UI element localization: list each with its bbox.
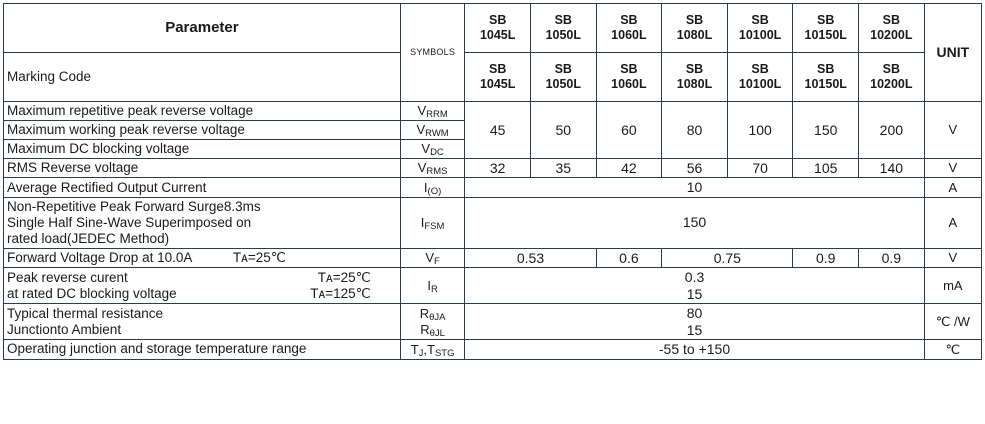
symbol-main: I [423,179,428,195]
value-vrms-sb10150l: 105 [793,158,859,178]
param-ir [4,268,401,304]
header-part-sb1060l [596,4,662,53]
symbol-main: I [420,215,425,231]
table-row-operating-temperature [4,340,982,360]
part-line1: SB [751,13,769,28]
part-line1: SB [685,62,704,77]
table-row-thermal-resistance [4,304,982,340]
symbol-sub: θJL [429,327,445,339]
marking-part-sb10150l [793,53,859,102]
param-ifsm [4,197,401,248]
symbol-vrwm [400,120,465,139]
unit-vrwm: V [924,102,981,159]
part-line2: 1060L [611,77,647,91]
symbol-tj [400,340,465,360]
symbol-sub: DC [430,147,444,159]
part-line1: SB [685,13,704,28]
table-header-row-marking-code [4,53,982,102]
part-line1: SB [751,62,769,77]
value-vrwm-sb1060l: 60 [596,102,662,159]
unit-vrms: V [924,158,981,178]
value-ir-line2: 15 [686,285,703,302]
param-ir-text2: at rated DC blocking voltage [7,285,177,301]
symbol-main: V [417,103,427,119]
value-vrms-sb1045l: 32 [465,158,531,178]
symbol-sub: RWM [425,128,449,140]
symbol-rth-line1 [419,306,446,324]
table-header-row-parameter [4,4,982,53]
marking-part-sb1080l [662,53,728,102]
marking-part-sb1045l [465,53,531,102]
table-row-forward-voltage-drop [4,248,982,268]
symbol-main: V [416,122,426,138]
symbol-main: V [421,141,431,157]
header-part-sb10150l [793,4,859,53]
header-part-sb1080l [662,4,728,53]
value-vrms-sb1060l: 42 [596,158,662,178]
value-vf-4: 0.9 [793,248,859,268]
symbol-sub2: STG [434,347,455,359]
param-vrrm: Maximum repetitive peak reverse voltage [4,102,401,121]
part-line1: SB [554,13,572,28]
param-vdc: Maximum DC blocking voltage [4,139,401,158]
header-unit: UNIT [924,4,981,102]
symbol-sub: FSM [424,221,445,233]
symbol-rth-line2 [420,322,445,337]
value-vrwm-sb10150l: 150 [793,102,859,159]
value-vf-3: 0.75 [662,248,793,268]
value-rth [465,304,924,340]
part-line2: 1050L [545,77,582,91]
header-part-sb10100l [727,4,793,53]
value-vrwm-sb10100l: 100 [727,102,793,159]
param-ir-condition2: Tᴀ=125℃ [310,285,371,301]
marking-part-sb10200l [859,53,925,102]
param-rth [4,304,401,340]
symbol-main: T [410,341,419,357]
part-line1: SB [488,13,507,28]
header-symbols [400,4,465,102]
part-line2: 1050L [545,28,582,42]
part-line2: 10150L [804,77,847,91]
value-vrwm-sb10200l: 200 [859,102,925,159]
param-io: Average Rectified Output Current [4,178,401,198]
table-row-vrrm [4,102,982,121]
header-part-sb1045l [465,4,531,53]
param-ifsm-line1: Non-Repetitive Peak Forward Surge8.3ms [7,198,261,214]
param-ir-text1: Peak reverse curent [7,269,128,285]
table-row-peak-reverse-current [4,268,982,304]
symbol-main: V [417,160,427,176]
value-vrms-sb10200l: 140 [859,158,925,178]
symbol-main: I [427,277,431,293]
value-vrwm-sb1080l: 80 [662,102,728,159]
symbol-sub: RRM [426,109,448,121]
symbol-vrms [400,158,465,178]
part-line2: 10150L [804,28,847,42]
value-ir [465,268,924,304]
part-line2: 1060L [611,28,647,42]
table-row-ifsm [4,197,982,248]
symbol-rth [400,304,465,340]
header-parameter: Parameter [4,4,401,53]
value-vf-2: 0.6 [596,248,662,268]
param-rth-line2: Junctionto Ambient [7,321,122,337]
symbol-ifsm [400,197,465,248]
value-ifsm: 150 [465,197,924,248]
value-rth-line2: 15 [686,321,703,338]
param-tj: Operating junction and storage temperature range [4,340,401,360]
symbol-sub: R [430,283,438,295]
part-line2: 10200L [870,77,913,91]
symbol-sub: F [434,256,440,268]
param-vf [4,248,401,268]
symbol-main2: ,T [423,341,435,357]
part-line2: 10100L [738,77,782,91]
value-vf-5: 0.9 [859,248,925,268]
unit-io: A [924,178,981,198]
symbol-sub: J [418,347,424,359]
part-line1: SB [882,62,901,77]
unit-rth: ℃ /W [924,304,981,340]
header-part-sb1050l [530,4,596,53]
part-line2: 1045L [479,28,516,42]
param-vrwm: Maximum working peak reverse voltage [4,120,401,139]
unit-ifsm: A [924,197,981,248]
param-ir-line2 [7,286,397,302]
symbol-main: R [419,306,430,322]
marking-part-sb1050l [530,53,596,102]
part-line1: SB [620,13,638,28]
header-part-sb10200l [859,4,925,53]
value-vrwm-sb1050l: 50 [530,102,596,159]
symbol-ir [400,268,465,304]
table-row-vrms [4,158,982,178]
symbol-sub: RMS [426,166,448,178]
symbol-main: V [425,250,435,266]
symbol-vrrm [400,102,465,121]
value-vrms-sb1080l: 56 [662,158,728,178]
part-line2: 1080L [676,28,713,42]
part-line1: SB [817,13,835,28]
param-vf-text: Forward Voltage Drop at 10.0A [7,249,192,265]
param-rth-line1: Typical thermal resistance [7,305,164,321]
part-line2: 1080L [676,77,713,91]
param-ifsm-line3: rated load(JEDEC Method) [7,230,170,246]
param-vrms: RMS Reverse voltage [4,158,401,178]
symbol-vdc [400,139,465,158]
value-tj: -55 to +150 [465,340,924,360]
param-ifsm-line2: Single Half Sine-Wave Superimposed on [7,214,252,230]
value-vrms-sb1050l: 35 [530,158,596,178]
value-vrms-sb10100l: 70 [727,158,793,178]
value-ir-line1: 0.3 [684,269,705,286]
part-line2: 10100L [738,28,782,42]
part-line2: 1045L [479,77,516,91]
param-ir-condition1: Tᴀ=25℃ [317,269,371,285]
symbol-main: R [420,321,430,337]
param-ir-line1 [7,270,397,286]
symbol-io [400,178,465,198]
part-line1: SB [620,62,638,77]
specification-table [3,3,982,360]
marking-part-sb1060l [596,53,662,102]
param-vf-condition: Tᴀ=25℃ [232,249,286,265]
part-line1: SB [817,62,835,77]
value-vf-1: 0.53 [465,248,596,268]
value-io: 10 [465,178,924,198]
symbol-sub: (O) [427,185,442,197]
part-line1: SB [882,13,901,28]
header-symbols-label: SYMBOLS [410,47,456,58]
symbol-vf [400,248,465,268]
marking-part-sb10100l [727,53,793,102]
part-line2: 10200L [870,28,913,42]
header-marking-code: Marking Code [4,53,401,102]
value-rth-line1: 80 [686,305,703,322]
unit-vf: V [924,248,981,268]
part-line1: SB [554,62,572,77]
symbol-sub: θJA [429,312,446,324]
value-vrwm-sb1045l: 45 [465,102,531,159]
unit-ir: mA [924,268,981,304]
unit-tj: ℃ [924,340,981,360]
table-row-average-rectified-output-current [4,178,982,198]
part-line1: SB [488,62,507,77]
